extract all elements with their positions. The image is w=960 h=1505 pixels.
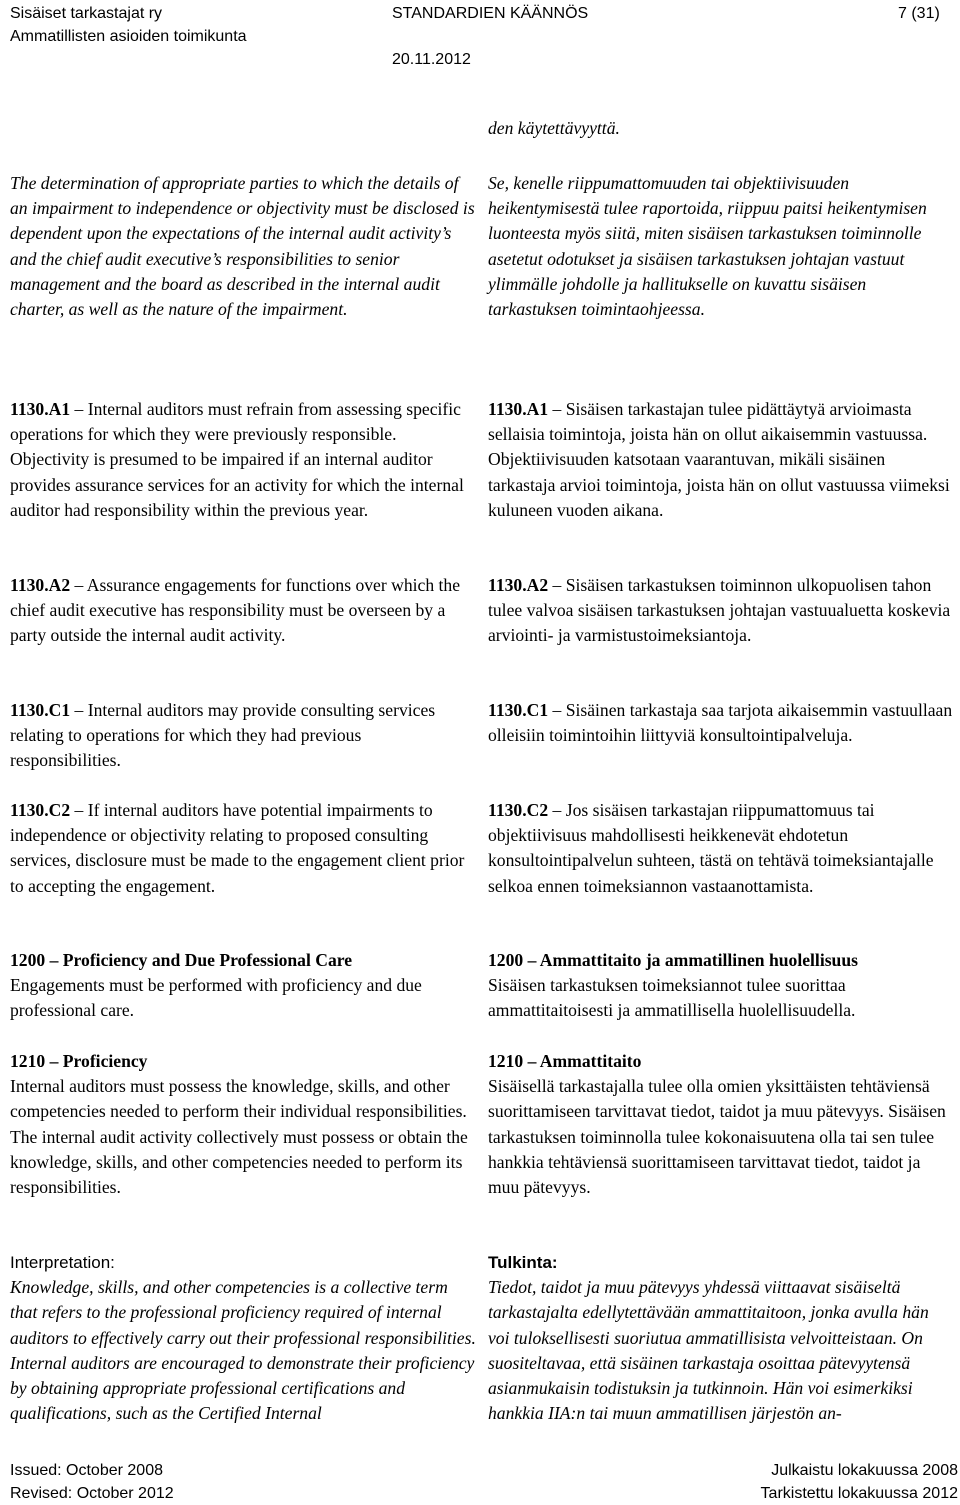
left-c2-text: – If internal auditors have potential impairments to independence or objectivity relating to proposed consulting services, disclosure must be made to the engagement client prior to accepting the engagement. <box>10 800 465 896</box>
right-a2-text: – Sisäisen tarkastuksen toiminnon ulkopuolisen tahon tulee valvoa sisäisen tarkastuksen johtajan vastuualuetta koskevia arviointi- ja varmistustoimeksiantoja. <box>488 575 951 646</box>
left-a2-text: – Assurance engagements for functions over which the chief audit executive has responsibility must be overseen by a party outside the internal audit activity. <box>10 575 461 646</box>
left-1200-text: Engagements must be performed with proficiency and due professional care. <box>10 975 422 1021</box>
left-c1-text: – Internal auditors may provide consulting services relating to operations for which they had previous responsibilities. <box>10 700 436 771</box>
right-1200-title: 1200 – Ammattitaito ja ammatillinen huolellisuus <box>488 950 858 970</box>
right-a2-code: 1130.A2 <box>488 575 549 595</box>
left-a1-text: – Internal auditors must refrain from assessing specific operations for which they were previously responsible. Objectivity is presumed to be impaired if an internal auditor provides assurance services for an activity for which the internal auditor had responsibility within the previous year. <box>10 399 464 520</box>
right-1130-c1 <box>488 698 954 748</box>
right-intro: Se, kenelle riippumattomuuden tai objektiivisuuden heikentymisestä tulee raportoida, riippuu paitsi heikentymisen luonteesta myös siitä, miten sisäisen tarkastuksen toiminnolle asetetut odotukset ja sisäisen tarkastuksen johtajan vastuut ylimmälle johdolle ja hallitukselle on kuvattu sisäisen tarkastuksen toimintaohjeessa. <box>488 173 927 320</box>
right-a1-text: – Sisäisen tarkastajan tulee pidättäytyä arvioimasta sellaisia toimintoja, joista hän on ollut aikaisemmin vastuussa. Objektiivisuuden katsotaan vaarantuvan, mikäli sisäinen tarkastaja arvioi toimintoja, joista hän on ollut vastuussa viimeksi kuluneen vuoden aikana. <box>488 399 950 520</box>
left-c1-code: 1130.C1 <box>10 700 71 720</box>
right-1210-title: 1210 – Ammattitaito <box>488 1051 642 1071</box>
left-c2-code: 1130.C2 <box>10 800 71 820</box>
right-a1-code: 1130.A1 <box>488 399 549 419</box>
footer-revised-en: Revised: October 2012 <box>10 1485 174 1502</box>
left-section-1200 <box>10 948 476 1024</box>
header-org: Sisäiset tarkastajat ry <box>10 5 163 22</box>
left-1130-a1 <box>10 397 476 523</box>
left-section-1210 <box>10 1049 476 1200</box>
left-interpretation <box>10 1250 476 1426</box>
header-doc-title: STANDARDIEN KÄÄNNÖS <box>392 5 589 22</box>
right-top-line: den käytettävyyttä. <box>488 118 620 138</box>
left-intro: The determination of appropriate parties to which the details of an impairment to independence or objectivity must be disclosed is dependent upon the expectations of the internal audit activity’s and the chief audit executive’s responsibilities to senior management and the board as described in the internal audit charter, as well as the nature of the impairment. <box>10 173 475 320</box>
right-interp-label: Tulkinta: <box>488 1253 558 1272</box>
left-1130-c2 <box>10 798 476 899</box>
right-1130-a1 <box>488 397 954 523</box>
header-page-number: 7 (31) <box>898 5 940 22</box>
right-1130-c2 <box>488 798 954 899</box>
left-1130-c1 <box>10 698 476 774</box>
right-c1-text: – Sisäinen tarkastaja saa tarjota aikaisemmin vastuullaan olleisiin toimintoihin liittyviä konsultointipalveluja. <box>488 700 953 746</box>
right-section-1210 <box>488 1049 954 1200</box>
left-a2-code: 1130.A2 <box>10 575 71 595</box>
left-1130-a2 <box>10 573 476 649</box>
right-1210-text: Sisäisellä tarkastajalla tulee olla omien yksittäisten tehtäviensä suorittamiseen tarvittavat tiedot, taidot ja muu pätevyys. Sisäisen tarkastuksen toiminnolla tulee kokonaisuutena olla tai sen tulee hankkia tehtäviensä suorittamiseen tarvittavat tiedot, taidot ja muu pätevyys. <box>488 1076 946 1198</box>
left-a1-code: 1130.A1 <box>10 399 71 419</box>
right-c2-text: – Jos sisäisen tarkastajan riippumattomuus tai objektiivisuus mahdollisesti heikkenevät ehdotetun konsultointipalvelun suhteen, tästä on tehtävä toimeksiantajalle selkoa ennen toimeksiannon vastaanottamista. <box>488 800 934 896</box>
left-1210-title: 1210 – Proficiency <box>10 1051 148 1071</box>
right-section-1200 <box>488 948 954 1024</box>
left-1210-text: Internal auditors must possess the knowledge, skills, and other competencies needed to perform their individual responsibilities. The internal audit activity collectively must possess or obtain the knowledge, skills, and other competencies needed to perform its responsibilities. <box>10 1076 468 1198</box>
right-c2-code: 1130.C2 <box>488 800 549 820</box>
header-date: 20.11.2012 <box>392 51 471 68</box>
right-1130-a2 <box>488 573 954 649</box>
left-interp-label: Interpretation: <box>10 1253 115 1272</box>
footer-issued-en: Issued: October 2008 <box>10 1462 163 1479</box>
footer-issued-fi: Julkaistu lokakuussa 2008 <box>771 1462 958 1479</box>
right-c1-code: 1130.C1 <box>488 700 549 720</box>
right-interpretation <box>488 1250 954 1426</box>
right-interp-text: Tiedot, taidot ja muu pätevyys yhdessä viittaavat sisäiseltä tarkastajalta edellytettävään ammattitaitoon, jonka avulla hän voi tuloksellisesti suoriutua ammatillisista velvoitteistaan. On suositeltavaa, että sisäinen tarkastaja osoittaa pätevyytensä asianmukaisin todistuksin ja tutkinnoin. Hän voi esimerkiksi hankkia IIA:n tai muun ammatillisen järjestön an- <box>488 1277 929 1424</box>
footer-revised-fi: Tarkistettu lokakuussa 2012 <box>760 1485 958 1502</box>
left-1200-title: 1200 – Proficiency and Due Professional Care <box>10 950 353 970</box>
right-1200-text: Sisäisen tarkastuksen toimeksiannot tulee suorittaa ammattitaitoisesti ja ammatillisella huolellisuudella. <box>488 975 856 1021</box>
left-interp-text: Knowledge, skills, and other competencies is a collective term that refers to the professional proficiency required of internal auditors to effectively carry out their professional responsibilities. Internal auditors are encouraged to demonstrate their proficiency by obtaining appropriate professional certifications and qualifications, such as the Certified Internal <box>10 1277 476 1424</box>
header-committee: Ammatillisten asioiden toimikunta <box>10 28 247 45</box>
